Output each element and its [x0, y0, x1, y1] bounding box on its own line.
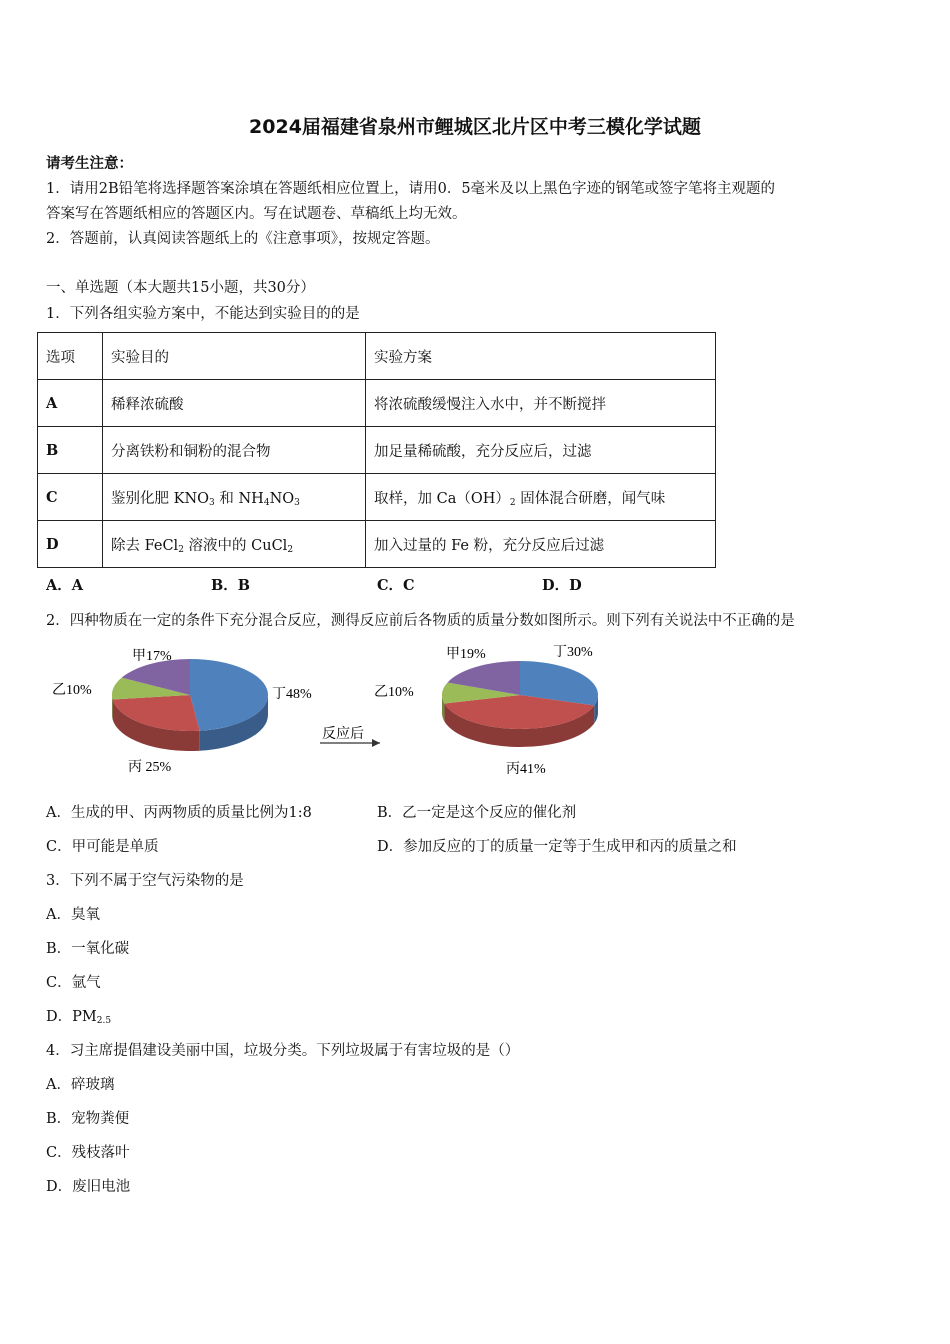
row-purpose: 分离铁粉和铜粉的混合物	[103, 427, 366, 474]
pie-after	[442, 661, 598, 747]
pie2-label-jia: 甲19%	[446, 647, 486, 662]
q2-choice-a[interactable]: A．生成的甲、丙两物质的质量比例为1:8	[46, 805, 312, 821]
notice-heading: 请考生注意：	[46, 155, 133, 172]
pie1-label-ding: 丁48%	[272, 687, 312, 702]
pie2-label-yi: 乙10%	[374, 685, 414, 700]
notice-line-2: 2．答题前，认真阅读答题纸上的《注意事项》，按规定答题。	[46, 231, 440, 247]
header-option: 选项	[38, 333, 103, 380]
row-plan: 将浓硫酸缓慢注入水中，并不断搅拌	[366, 380, 716, 427]
notice-line-1b: 答案写在答题纸相应的答题区内。写在试题卷、草稿纸上均无效。	[46, 206, 467, 222]
table-row	[38, 427, 716, 474]
row-purpose: 除去 FeCl$_2$ 溶液中的 CuCl$_2$	[103, 521, 366, 568]
arrow-label: 反应后	[322, 727, 364, 742]
row-option: B	[38, 427, 103, 474]
pie1-label-yi: 乙10%	[52, 683, 92, 698]
table-header-row	[38, 333, 716, 380]
header-purpose: 实验目的	[103, 333, 366, 380]
q1-table	[37, 332, 716, 568]
row-option: C	[38, 474, 103, 521]
page-title: 2024届福建省泉州市鲤城区北片区中考三模化学试题	[249, 116, 701, 138]
q3-stem: 3．下列不属于空气污染物的是	[46, 873, 244, 889]
table-row	[38, 474, 716, 521]
q1-choice-a[interactable]: A．A	[46, 577, 84, 594]
q4-choice-d[interactable]: D．废旧电池	[46, 1179, 131, 1195]
table-row	[38, 380, 716, 427]
row-plan: 取样，加 $Ca(OH)_2$ 固体混合研磨，闻气味	[366, 474, 716, 521]
q2-choice-c[interactable]: C．甲可能是单质	[46, 839, 159, 855]
row-option: D	[38, 521, 103, 568]
q4-choice-b[interactable]: B．宠物粪便	[46, 1111, 130, 1127]
pie-before	[112, 659, 268, 751]
row-option: A	[38, 380, 103, 427]
row-purpose: 稀释浓硫酸	[103, 380, 366, 427]
q1-choice-c[interactable]: C．C	[377, 577, 415, 594]
q2-pie-charts	[40, 640, 640, 780]
row-plan: 加足量稀硫酸，充分反应后，过滤	[366, 427, 716, 474]
pie2-label-ding: 丁30%	[553, 645, 593, 660]
q2-stem: 2．四种物质在一定的条件下充分混合反应，测得反应前后各物质的质量分数如图所示。则下列有关说法中不正确的是	[46, 613, 795, 629]
arrow-head-icon	[372, 739, 380, 747]
row-plan: 加入过量的 Fe 粉，充分反应后过滤	[366, 521, 716, 568]
q4-choice-a[interactable]: A．碎玻璃	[46, 1077, 115, 1093]
pie2-label-bing: 丙41%	[506, 762, 546, 777]
pie1-label-jia: 甲17%	[132, 649, 172, 664]
q1-choice-b[interactable]: B．B	[211, 577, 251, 594]
row-purpose: 鉴别化肥 $KNO_3$ 和 $NH_4NO_3$	[103, 474, 366, 521]
q2-choice-d[interactable]: D．参加反应的丁的质量一定等于生成甲和丙的质量之和	[377, 839, 737, 855]
q3-choice-a[interactable]: A．臭氧	[46, 907, 100, 923]
header-plan: 实验方案	[366, 333, 716, 380]
q1-choice-d[interactable]: D．D	[542, 577, 582, 594]
q2-choice-b[interactable]: B．乙一定是这个反应的催化剂	[377, 805, 577, 821]
pie1-label-bing: 丙 25%	[128, 760, 172, 775]
q3-choice-b[interactable]: B．一氧化碳	[46, 941, 130, 957]
q4-stem: 4．习主席提倡建设美丽中国，垃圾分类。下列垃圾属于有害垃圾的是（）	[46, 1043, 520, 1059]
section-heading: 一、单选题（本大题共15小题，共30分）	[46, 280, 315, 296]
notice-line-1: 1．请用2B铅笔将选择题答案涂填在答题纸相应位置上，请用0．5毫米及以上黑色字迹的钢笔或签字笔将主观题的	[46, 181, 776, 197]
q4-choice-c[interactable]: C．残枝落叶	[46, 1145, 130, 1161]
q3-choice-c[interactable]: C．氩气	[46, 975, 101, 991]
table-row	[38, 521, 716, 568]
q1-stem: 1．下列各组实验方案中，不能达到实验目的的是	[46, 306, 360, 322]
q3-choice-d[interactable]: D．$PM_{2.5}$	[46, 1009, 112, 1026]
